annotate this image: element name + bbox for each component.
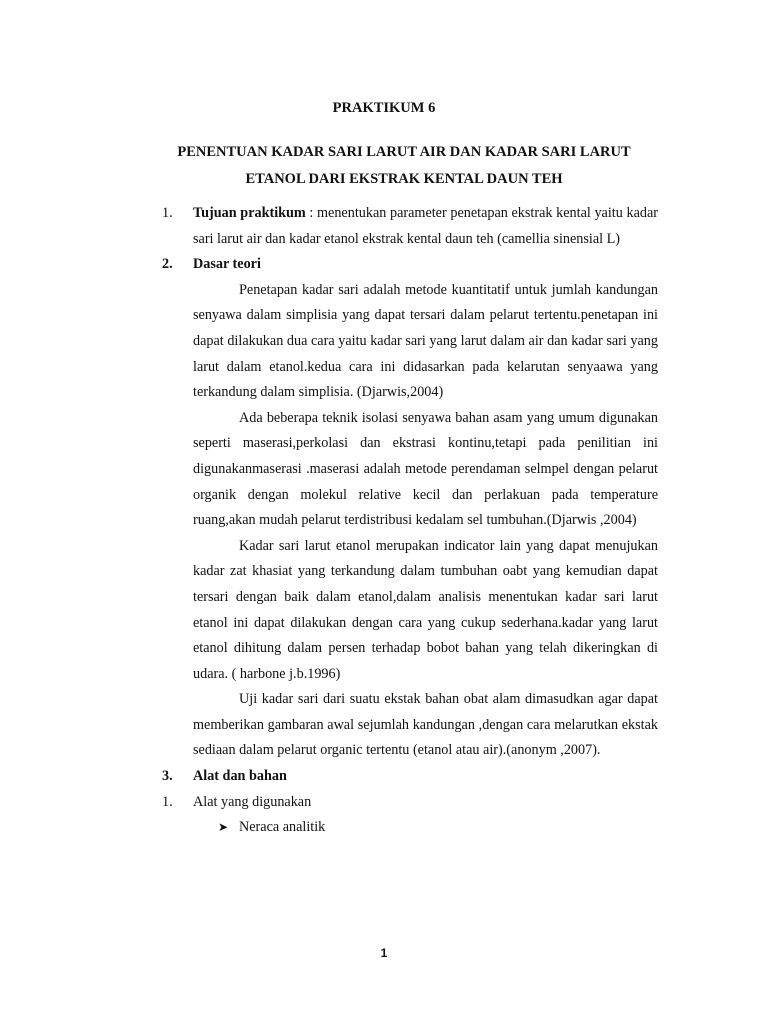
paragraph: Ada beberapa teknik isolasi senyawa bahan asam yang umum digunakan seperti maserasi,perkolasi dan ekstrasi kontinu,tetapi pada penilitian ini digunakanmaserasi .maserasi adalah metode perendaman selmpel dengan pelarut organik dengan molekul relative kecil dan perlakuan pada temperature ruang,akan mudah pelarut terdistribusi kedalam sel tumbuhan.(Djarwis ,2004)	[193, 409, 658, 529]
paragraph: Uji kadar sari dari suatu ekstak bahan obat alam dimasudkan agar dapat memberikan gambaran awal sejumlah kandungan ,dengan cara melarutkan ekstak sediaan dalam pelarut organic tertentu (etanol atau air).(anonym ,2007).	[193, 691, 658, 759]
section-text: : menentukan parameter penetapan ekstrak kental yaitu kadar sari larut air dan kadar etanol ekstrak kental daun teh (camellia sinensial L)	[193, 205, 658, 247]
paragraph: Kadar sari larut etanol merupakan indicator lain yang dapat menujukan kadar zat khasiat yang terkandung dalam tumbuhan oabt yang kemudian dapat tersari dengan baik dalam etanol,dalam analisis menentukan kadar sari larut etanol ini dapat dilakukan dengan cara yang cukup sederhana.kadar yang larut etanol dihitung dalam persen terhadap bobot bahan yang telah dikeringkan di udara. ( harbone j.b.1996)	[193, 537, 658, 682]
list-item-text: Neraca analitik	[239, 819, 326, 836]
section-number: 2.	[162, 256, 173, 273]
section-number: 3.	[162, 768, 173, 785]
section-heading: Alat dan bahan	[193, 768, 287, 785]
arrow-bullet-icon: ➤	[218, 820, 229, 835]
section-heading: Dasar teori	[193, 256, 261, 273]
subsection-alat	[0, 790, 768, 816]
subsection-number: 1.	[162, 793, 173, 810]
section-tujuan	[0, 201, 768, 252]
section-heading: Tujuan praktikum	[193, 205, 306, 221]
document-body	[0, 201, 768, 841]
page-number: 1	[380, 946, 388, 960]
subsection-heading: Alat yang digunakan	[193, 793, 312, 810]
paragraph: Penetapan kadar sari adalah metode kuantitatif untuk jumlah kandungan senyawa dalam simplisia yang dapat tersari dalam pelarut tertentu.penetapan ini dapat dilakukan dua cara yaitu kadar sari yang larut dalam air dan kadar sari yang larut dalam etanol.kedua cara ini didasarkan pada kelarutan senyaawa yang terkandung dalam simplisia. (Djarwis,2004)	[193, 281, 658, 401]
page-title: PRAKTIKUM 6	[332, 100, 436, 116]
document-subtitle: PENENTUAN KADAR SARI LARUT AIR DAN KADAR SARI LARUT ETANOL DARI EKSTRAK KENTAL DAUN TEH	[177, 144, 631, 187]
section-number: 1.	[162, 205, 173, 221]
section-alat-bahan	[0, 764, 768, 790]
list-item	[0, 815, 768, 841]
section-dasar-teori	[0, 252, 768, 278]
